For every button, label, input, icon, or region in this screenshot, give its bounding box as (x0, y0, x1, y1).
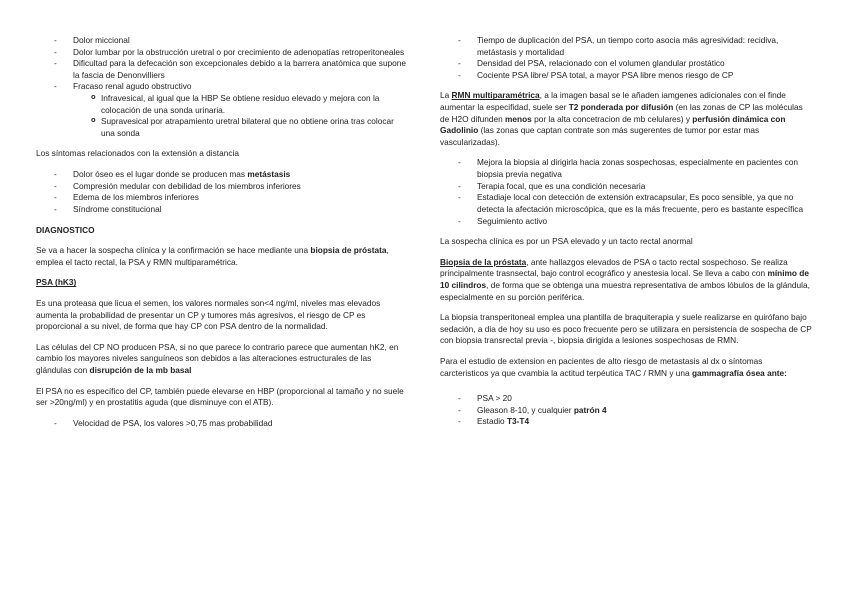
paragraph-estudio: Para el estudio de extension en pacientes de alto riesgo de metastasis al dx o síntomas carcteristicos ya que cvambia la actitud terpéutica TAC / RMN y una gammagrafía ósea ante: (440, 356, 787, 378)
list-item: - Terapia focal, que es una condición necesaria (440, 181, 812, 193)
list-item: - Densidad del PSA, relacionado con el volumen glandular prostático (440, 58, 812, 70)
symptoms-list (36, 35, 408, 139)
list-item: - Velocidad de PSA, los valores >0,75 mas probabilidad (36, 418, 408, 430)
gammagrafia-criteria-list (440, 393, 812, 428)
list-item: - Dolor óseo es el lugar donde se producen mas metástasis (36, 169, 408, 181)
psa-heading: PSA (hK3) (36, 277, 77, 288)
paragraph-psa-3: El PSA no es específico del CP, también puede elevarse en HBP (proporcional al tamaño y no suele ser >20ng/ml) y en prostatitis aguda (que disminuye con el ATB). (36, 385, 404, 408)
distant-symptoms-list (36, 169, 408, 215)
list-item: - Gleason 8-10, y cualquier patrón 4 (440, 405, 812, 417)
rmn-uses-list (440, 157, 812, 227)
list-item: - PSA > 20 (440, 393, 812, 405)
list-item: - Dolor lumbar por la obstrucción uretral o por crecimiento de adenopatías retroperitoneales (36, 47, 408, 59)
list-item: - Seguimiento activo (440, 216, 812, 228)
list-item: - Edema de los miembros inferiores (36, 192, 408, 204)
left-column (36, 35, 408, 438)
sub-list-item: o Supravesical por atrapamiento uretral bilateral que no obtiene orina tras colocar una sonda (73, 116, 408, 139)
list-item: - Fracaso renal agudo obstructivo o Infravesical, al igual que la HBP Se obtiene residuo elevado y mejora con la colocación de una sonda urinaria. o Supravesical por atrapamiento uretral bilateral que no obtiene orina tras colocar una sonda (36, 81, 408, 139)
paragraph-rmn: La RMN multiparamétrica, a la imagen basal se le añaden iamgenes adicionales con el finde aumentar la especifidad, suele ser T2 ponderada por difusión (en las zonas de CP las moléculas de H2O difunden menos por la alta concetracion de mb celulares) y perfusión dinámica con Gadolinio (las zonas que captan contrate son más sugerentes de tumor por estar mas vascularizadas). (440, 90, 803, 147)
list-item: - Mejora la biopsia al dirigirla hacia zonas sospechosas, especialmente en pacientes con biopsia previa negativa (440, 157, 812, 180)
list-item: - Estadio T3-T4 (440, 416, 812, 428)
paragraph-sospecha: La sospecha clínica es por un PSA elevado y un tacto rectal anormal (440, 236, 693, 247)
list-item: - Tiempo de duplicación del PSA, un tiempo corto asocia más agresividad: recidiva, metástasis y mortalidad (440, 35, 812, 58)
list-item: - Cociente PSA libre/ PSA total, a mayor PSA libre menos riesgo de CP (440, 70, 812, 82)
paragraph-biopsia: Biopsia de la próstata, ante hallazgos elevados de PSA o tacto rectal sospechoso. Se realiza principalmente trasnsectal, bajo control ecográfico y anestesia local. Se lleva a cabo con mínimo de 10 cilindros, de forma que se obtenga una muestra representativa de ambos lóbulos de la glándula, especialmente en su porción periférica. (440, 256, 810, 302)
psa-velocity-list (36, 418, 408, 430)
diagnostico-heading: DIAGNOSTICO (36, 224, 95, 235)
sub-list (73, 93, 408, 139)
list-item: - Síndrome constitucional (36, 204, 408, 216)
paragraph-psa-2: Las células del CP NO producen PSA, si no que parece lo contrario parece que aumentan hK2, en cambio los mayores niveles sanguíneos son debidos a las alteraciones estructurales de las glándulas con disrupción de la mb basal (36, 341, 399, 376)
list-item: - Compresión medular con debilidad de los miembros inferiores (36, 181, 408, 193)
right-column (440, 35, 812, 437)
list-item: - Estadiaje local con detección de extensión extracapsular, Es poco sensible, ya que no detecta la afectación microscópica, que es la más frecuente, pero es bastante específica (440, 192, 812, 215)
paragraph-extension: Los síntomas relacionados con la extensión a distancia (36, 148, 239, 159)
sub-list-item: o Infravesical, al igual que la HBP Se obtiene residuo elevado y mejora con la colocación de una sonda urinaria. (73, 93, 408, 116)
paragraph-transperineal: La biopsia transperitoneal emplea una plantilla de braquiterapia y suele realizarse en quirófano bajo sedación, a dia de hoy su uso es poco frecuente pero se utilizara en persistencia de sospecha de CP con biopsia transrectal previa -, biopsia dirigida a lesiones sospechosas de RMN. (440, 312, 812, 346)
psa-params-list (440, 35, 812, 81)
list-item: - Dolor miccional (36, 35, 408, 47)
paragraph-psa-1: Es una proteasa que licua el semen, los valores normales son<4 ng/ml, niveles mas elevados aumenta la probabilidad de presentar un CP y tumores más agresivos, el riesgo de CP es proporcional a su nivel, de forma que hay CP con PSA dentro de la normalidad. (36, 297, 381, 332)
paragraph-diagnosis: Se va a hacer la sospecha clínica y la confirmación se hace mediante una biopsia de próstata, emplea el tacto rectal, la PSA y RMN multiparamétrica. (36, 245, 389, 267)
list-item: - Dificultad para la defecación son excepcionales debido a la barrera anatómica que supone la fascia de Denonvilliers (36, 58, 408, 81)
